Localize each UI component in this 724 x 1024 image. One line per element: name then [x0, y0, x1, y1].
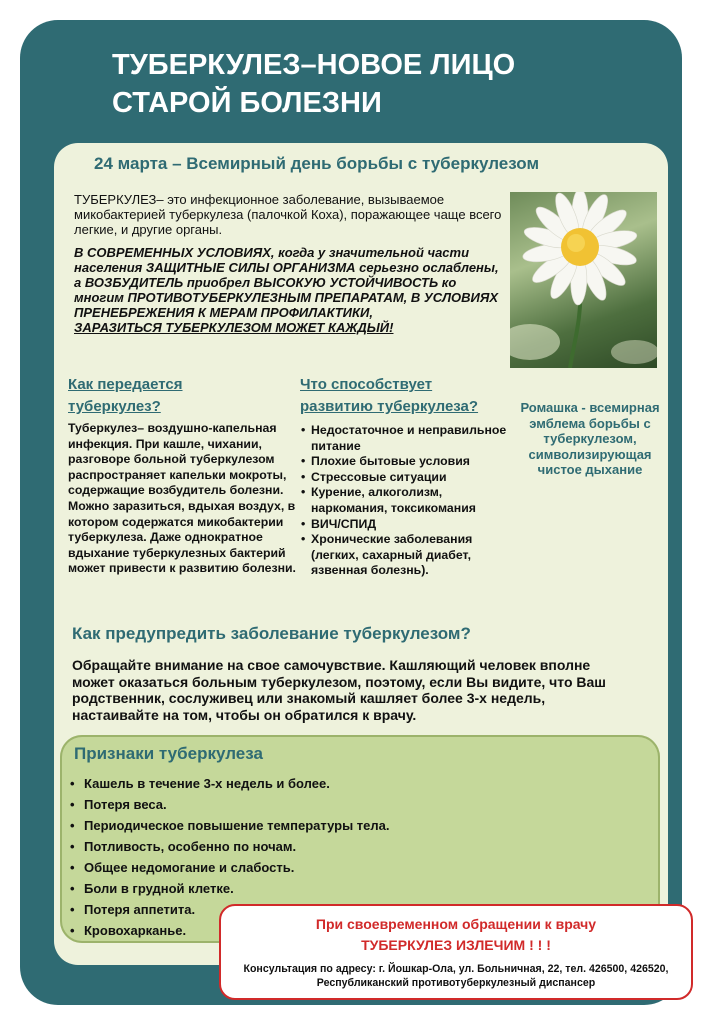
title-line-2: СТАРОЙ БОЛЕЗНИ	[112, 87, 382, 119]
title-line-1: ТУБЕРКУЛЕЗ–НОВОЕ ЛИЦО	[112, 49, 516, 81]
photo-caption: Ромашка - всемирная эмблема борьбы с туберкулезом, символизирующая чистое дыхание	[520, 400, 660, 478]
factors-heading-line-2: развитию туберкулеза?	[300, 398, 479, 415]
list-item: • Стрессовые ситуации	[301, 470, 511, 486]
factors-heading	[300, 374, 478, 418]
list-item: • ВИЧ/СПИД	[301, 517, 511, 533]
list-item: • Курение, алкоголизм, наркомания, токсикомания	[301, 485, 511, 516]
list-item: • Хронические заболевания (легких, сахарный диабет, язвенная болезнь).	[301, 532, 511, 579]
factors-heading-line-1: Что способствует	[300, 376, 433, 393]
list-item: • Потеря веса.	[70, 794, 390, 815]
list-item: • Плохие бытовые условия	[301, 454, 511, 470]
list-item: • Общее недомогание и слабость.	[70, 857, 390, 878]
chamomile-photo	[510, 192, 657, 368]
factors-list	[301, 423, 511, 579]
warning-text	[74, 245, 508, 335]
chamomile-illustration	[510, 192, 657, 368]
notice-line-2: ТУБЕРКУЛЕЗ ИЗЛЕЧИМ ! ! !	[361, 937, 551, 953]
transmission-heading	[68, 374, 183, 418]
notice-box	[219, 904, 693, 1000]
transmission-heading-line-2: туберкулез?	[68, 398, 161, 415]
list-item: • Недостаточное и неправильное питание	[301, 423, 511, 454]
list-item: • Кровохарканье.	[70, 920, 390, 941]
list-item: • Периодическое повышение температуры тела.	[70, 815, 390, 836]
notice-line-1: При своевременном обращении к врачу	[315, 916, 597, 932]
contact-info: Консультация по адресу: г. Йошкар-Ола, ул. Больничная, 22, тел. 426500, 426520, Республиканский противотуберкулезный диспансер	[243, 963, 669, 989]
prevention-heading: Как предупредить заболевание туберкулезом?	[72, 624, 471, 643]
transmission-text: Туберкулез– воздушно-капельная инфекция. При кашле, чихании, разговоре больной туберкулезом распространяет капельки мокроты, содержащие возбудитель болезни. Можно заразиться, вдыхая воздух, в котором содержатся микобактерии туберкулеза. Даже однократное вдыхание туберкулезных бактерий может привести к развитию болезни.	[68, 421, 296, 576]
warning-conclusion: ЗАРАЗИТЬСЯ ТУБЕРКУЛЕЗОМ МОЖЕТ КАЖДЫЙ!	[74, 320, 394, 335]
warning-body: В СОВРЕМЕННЫХ УСЛОВИЯХ, когда у значительной части населения ЗАЩИТНЫЕ СИЛЫ ОРГАНИЗМА серьезно ослаблены, а ВОЗБУДИТЕЛЬ приобрел ВЫСОКУЮ УСТОЙЧИВОСТЬ ко многим ПРОТИВОТУБЕРКУЛЕЗНЫМ ПРЕПАРАТАМ, В УСЛОВИЯХ ПРЕНЕБРЕЖЕНИЯ К МЕРАМ ПРОФИЛАКТИКИ,	[74, 245, 499, 320]
transmission-heading-line-1: Как передается	[68, 376, 183, 393]
intro-section	[74, 192, 508, 343]
page-title	[112, 46, 515, 122]
signs-heading: Признаки туберкулеза	[74, 744, 263, 763]
list-item: • Кашель в течение 3-х недель и более.	[70, 773, 390, 794]
definition-text: ТУБЕРКУЛЕЗ– это инфекционное заболевание, вызываемое микобактерией туберкулеза (палочкой Коха), поражающее чаще всего легкие, и другие органы.	[74, 192, 502, 237]
date-heading: 24 марта – Всемирный день борьбы с туберкулезом	[94, 154, 540, 173]
list-item: • Потливость, особенно по ночам.	[70, 836, 390, 857]
list-item: • Боли в грудной клетке.	[70, 878, 390, 899]
prevention-text: Обращайте внимание на свое самочувствие. Кашляющий человек вполне может оказаться больным туберкулезом, поэтому, если Вы видите, что Ваш родственник, сослуживец или знакомый кашляет более 3-х недель, настаивайте на том, чтобы он обратился к врачу.	[72, 657, 606, 723]
list-item: • Потеря аппетита.	[70, 899, 390, 920]
